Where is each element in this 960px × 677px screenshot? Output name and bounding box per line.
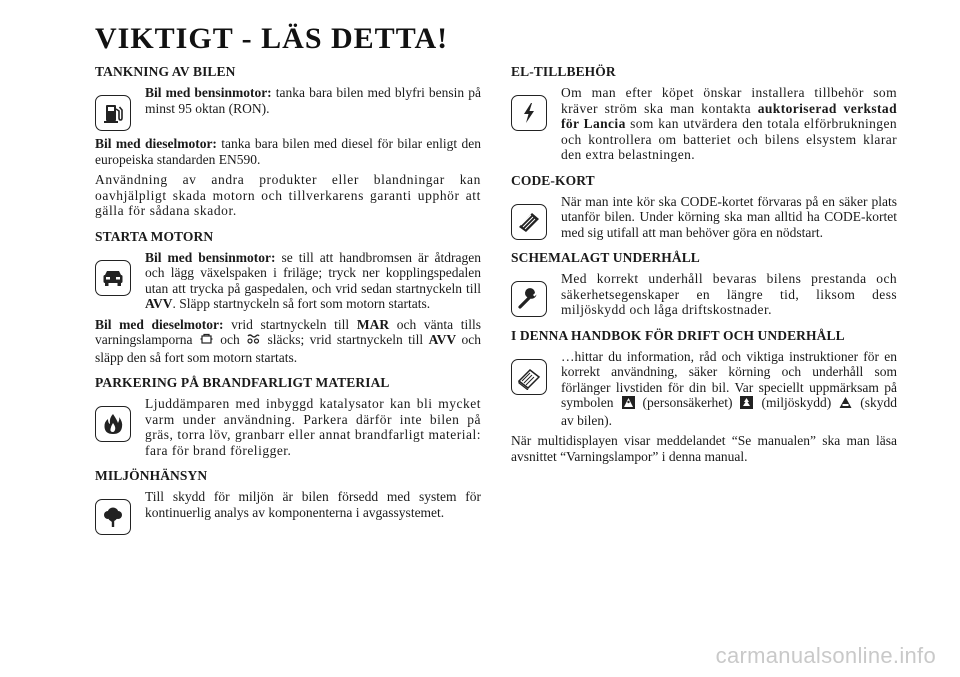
section-heading: SCHEMALAGT UNDERHÅLL bbox=[511, 250, 700, 265]
glow-plug-icon bbox=[247, 333, 260, 350]
paragraph: Om man efter köpet önskar installera tillbehör som kräver ström ska man kontakta auktoriserad verkstad för Lancia som kan utvärdera den totala elförbrukningen och kontrollera om batteriet och bilens elsystem klarar den extra belastningen. bbox=[561, 85, 898, 162]
paragraph: När man inte kör ska CODE-kortet förvaras på en säker plats utanför bilen. Under körning ska man alltid ha CODE-kortet med sig utifall att man behöver göra en nödstart. bbox=[561, 193, 897, 240]
section-heading: MILJÖNHÄNSYN bbox=[95, 468, 208, 483]
paragraph: …hittar du information, råd och viktiga instruktioner för en korrekt användning, säker körning och underhåll som förlänger livstiden för din bil. Var speciellt uppmärksam på symbolen (personsäkerhet) (miljöskydd) (skydd av bilen). bbox=[561, 348, 898, 428]
lightning-icon bbox=[511, 95, 547, 131]
watermark: carmanualsonline.info bbox=[715, 643, 936, 668]
section-handbok bbox=[511, 328, 897, 465]
section-tankning bbox=[95, 64, 481, 219]
code-card-icon bbox=[511, 204, 547, 240]
page-title: VIKTIGT - LÄS DETTA! bbox=[95, 22, 449, 55]
section-heading: EL-TILLBEHÖR bbox=[511, 64, 616, 79]
section-starta bbox=[95, 229, 481, 366]
paragraph: Bil med dieselmotor: vrid startnyckeln till MAR och vänta tills varningslamporna och släcks; vrid startnyckeln till AVV och släpp den så fort som motorn startats. bbox=[95, 316, 481, 365]
section-code-kort bbox=[511, 173, 897, 241]
flame-icon bbox=[95, 406, 131, 442]
paragraph: När multidisplayen visar meddelandet “Se manualen” ska man läsa avsnittet “Varningslampor” i denna manual. bbox=[511, 433, 897, 464]
section-miljo bbox=[95, 468, 481, 535]
manual-book-icon bbox=[511, 359, 547, 395]
car-front-icon bbox=[95, 260, 131, 296]
tree-icon bbox=[95, 499, 131, 535]
section-parkering bbox=[95, 375, 481, 458]
fuel-pump-icon bbox=[95, 95, 131, 131]
section-heading: I DENNA HANDBOK FÖR DRIFT OCH UNDERHÅLL bbox=[511, 327, 845, 343]
person-safety-icon bbox=[622, 396, 635, 413]
engine-warning-icon bbox=[200, 333, 213, 350]
car-protection-icon bbox=[839, 396, 852, 413]
section-heading: PARKERING PÅ BRANDFARLIGT MATERIAL bbox=[95, 375, 390, 390]
paragraph: Bil med dieselmotor: tanka bara bilen med diesel för bilar enligt den europeiska standarden EN590. bbox=[95, 136, 482, 167]
left-column bbox=[95, 64, 481, 545]
environment-protection-icon bbox=[740, 396, 753, 413]
paragraph: Ljuddämparen med inbyggd katalysator kan bli mycket varm under användning. Parkera därför inte bilen på gräs, torra löv, granbarr eller annat brandfarligt material: fara för brand föreligger. bbox=[145, 396, 481, 458]
section-schemalagt bbox=[511, 250, 897, 318]
paragraph: Bil med bensinmotor: se till att handbromsen är åtdragen och lägg växelspaken i friläge; tryck ner kopplingspedalen utan att trycka på gaspedalen, och vrid sedan startnyckeln till AVV. Släpp startnyckeln så fort som motorn startats. bbox=[145, 249, 481, 311]
right-column bbox=[511, 64, 897, 474]
section-heading: STARTA MOTORN bbox=[95, 228, 214, 244]
section-heading: CODE-KORT bbox=[511, 172, 595, 188]
paragraph: Användning av andra produkter eller blandningar kan oavhjälpligt skada motorn och tillverkarens garanti upphör att gälla för sådana skador. bbox=[95, 172, 481, 218]
paragraph: Med korrekt underhåll bevaras bilens prestanda och säkerhetsegenskaper en längre tid, liksom dess miljöskydd och låga driftskostnader. bbox=[561, 271, 897, 317]
paragraph: Bil med bensinmotor: tanka bara bilen med blyfri bensin på minst 95 oktan (RON). bbox=[145, 85, 481, 116]
section-heading: TANKNING AV BILEN bbox=[95, 64, 236, 79]
section-el-tillbehor bbox=[511, 64, 897, 163]
paragraph: Till skydd för miljön är bilen försedd med system för kontinuerlig analys av komponenterna i avgassystemet. bbox=[145, 489, 481, 520]
wrench-icon bbox=[511, 281, 547, 317]
